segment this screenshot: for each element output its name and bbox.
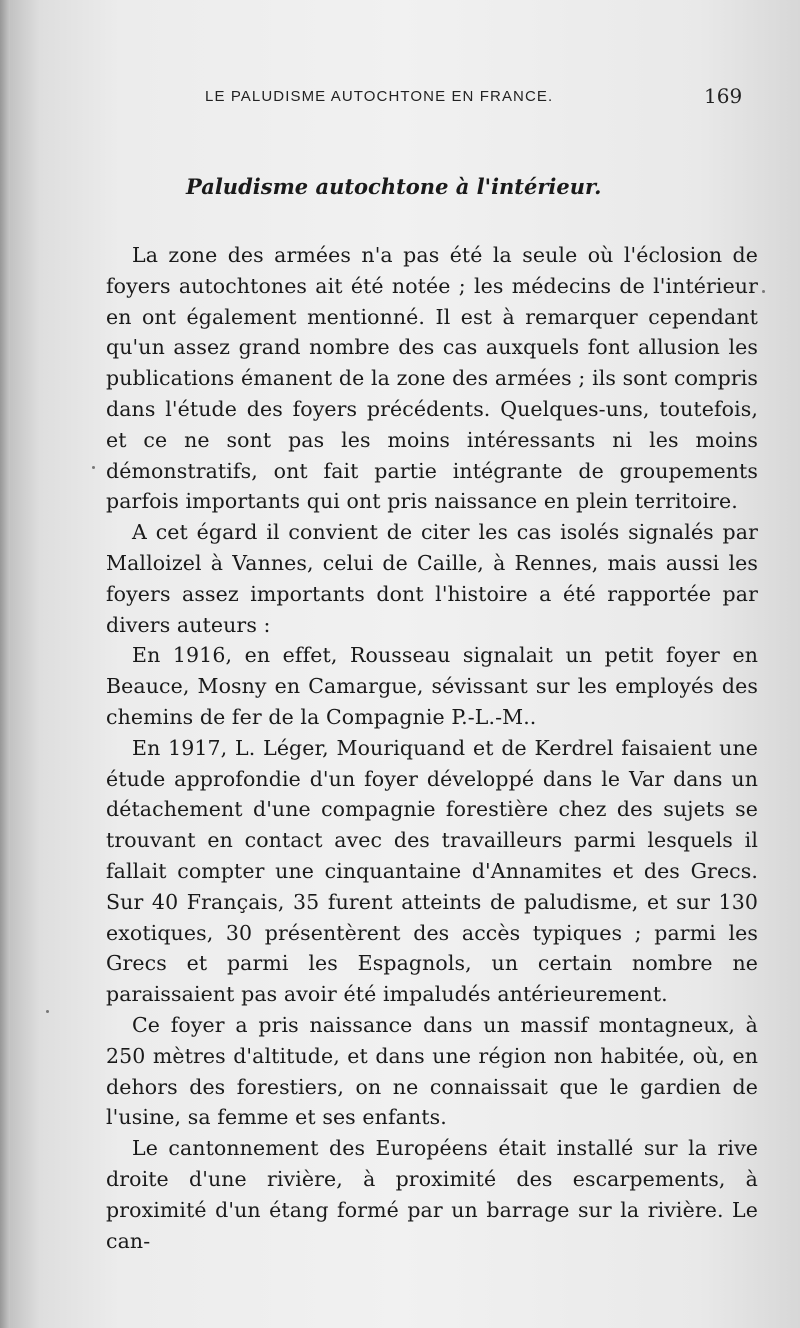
paragraph: Le cantonnement des Européens était installé sur la rive droite d'une rivière, à proximité des escarpements, à proximité d'un étang formé par un barrage sur la rivière. Le can-	[106, 1136, 758, 1253]
paragraph: A cet égard il convient de citer les cas isolés signalés par Malloizel à Vannes, celui de Caille, à Rennes, mais aussi les foyers assez importants dont l'histoire a été rapportée par divers auteurs :	[106, 520, 758, 637]
running-head: LE PALUDISME AUTOCHTONE EN FRANCE.	[205, 88, 554, 105]
paragraph: En 1917, L. Léger, Mouriquand et de Kerdrel faisaient une étude approfondie d'un foyer développé dans le Var dans un détachement d'une compagnie forestière chez des sujets se trouvant en contact avec des travailleurs parmi lesquels il fallait compter une cinquantaine d'Annamites et des Grecs. Sur 40 Français, 35 furent atteints de paludisme, et sur 130 exotiques, 30 présentèrent des accès typiques ; parmi les Grecs et parmi les Espagnols, un certain nombre ne paraissaient pas avoir été impaludés antérieurement.	[106, 735, 758, 1007]
paragraph: La zone des armées n'a pas été la seule où l'éclosion de foyers autochtones ait été notée ; les médecins de l'intérieur en ont également mentionné. Il est à remarquer cependant qu'un assez grand nombre des cas auxquels font allusion les publications émanent de la zone des armées ; ils sont compris dans l'étude des foyers précédents. Quelques-uns, toutefois, et ce ne sont pas les moins intéressants ni les moins démonstratifs, ont fait partie intégrante de groupements parfois importants qui ont pris naissance en plein territoire.	[106, 243, 758, 514]
margin-speck	[92, 466, 95, 469]
section-title: Paludisme autochtone à l'intérieur.	[186, 174, 602, 199]
margin-speck	[762, 290, 765, 293]
paragraph: Ce foyer a pris naissance dans un massif montagneux, à 250 mètres d'altitude, et dans une région non habitée, où, en dehors des forestiers, on ne connaissait que le gardien de l'usine, sa femme et ses enfants.	[106, 1012, 758, 1130]
page-edge-shadow	[0, 0, 10, 1328]
body-text	[106, 240, 758, 1256]
margin-speck	[46, 1010, 49, 1013]
paragraph: En 1916, en effet, Rousseau signalait un petit foyer en Beauce, Mosny en Camargue, sévissant sur les employés des chemins de fer de la Compagnie P.-L.-M..	[106, 643, 758, 729]
page-number: 169	[704, 84, 743, 108]
